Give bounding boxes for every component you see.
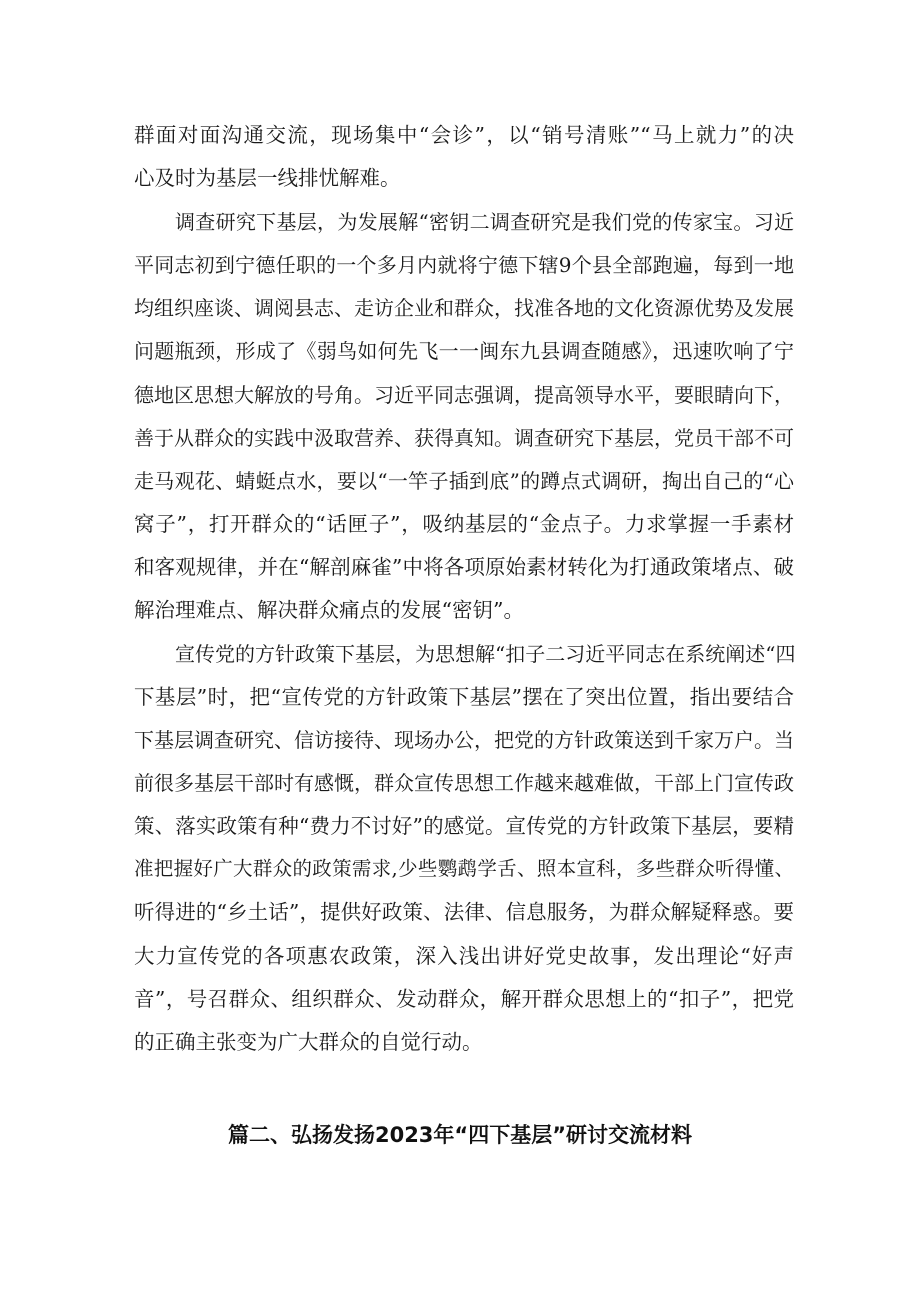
paragraph-3-line-7: 听得进的“乡土话”，提供好政策、法律、信息服务，为群众解疑释惑。要 xyxy=(134,900,794,924)
paragraph-2-line-3: 均组织座谈、调阅县志、走访企业和群众，找准各地的文化资源优势及发展 xyxy=(134,296,794,320)
paragraph-2-line-8: 窝子”，打开群众的“话匣子”，吸纳基层的“金点子。力求掌握一手素材 xyxy=(134,512,794,536)
paragraph-2-line-5: 德地区思想大解放的号角。习近平同志强调，提高领导水平，要眼睛向下， xyxy=(134,383,794,407)
paragraph-2-line-7: 走马观花、蜻蜓点水，要以“一竿子插到底”的蹲点式调研，掏出自己的“心 xyxy=(134,469,794,493)
paragraph-3-line-6: 准把握好广大群众的政策需求,少些鹦鹉学舌、照本宣科，多些群众听得懂、 xyxy=(134,857,794,880)
paragraph-2-line-9: 和客观规律，并在“解剖麻雀”中将各项原始素材转化为打通政策堵点、破 xyxy=(134,555,794,579)
paragraph-1-line-1: 群面对面沟通交流，现场集中“会诊”，以“销号清账”“马上就力”的决 xyxy=(134,123,794,147)
section-heading: 篇二、弘扬发扬2023年“四下基层”研讨交流材料 xyxy=(227,1123,693,1147)
paragraph-3-line-8: 大力宣传党的各项惠农政策，深入浅出讲好党史故事，发出理论“好声 xyxy=(134,944,794,968)
paragraph-3-line-2: 下基层”时，把“宣传党的方针政策下基层”摆在了突出位置，指出要结合 xyxy=(134,685,794,709)
paragraph-2-line-6: 善于从群众的实践中汲取营养、获得真知。调查研究下基层，党员干部不可 xyxy=(134,426,794,450)
paragraph-1-line-2: 心及时为基层一线排忧解难。 xyxy=(134,166,401,190)
paragraph-3-line-3: 下基层调查研究、信访接待、现场办公，把党的方针政策送到千家万户。当 xyxy=(134,728,794,752)
paragraph-3-line-10: 的正确主张变为广大群众的自觉行动。 xyxy=(134,1030,483,1054)
paragraph-3-line-9: 音”，号召群众、组织群众、发动群众，解开群众思想上的“扣子”，把党 xyxy=(134,987,794,1011)
paragraph-3-line-5: 策、落实政策有种“费力不讨好”的感觉。宣传党的方针政策下基层，要精 xyxy=(134,814,794,838)
paragraph-2-line-2: 平同志初到宁德任职的一个多月内就将宁德下辖9个县全部跑遍，每到一地 xyxy=(134,253,794,277)
paragraph-2-line-10: 解治理难点、解决群众痛点的发展“密钥”。 xyxy=(134,598,524,622)
paragraph-2-line-1: 调查研究下基层，为发展解“密钥二调查研究是我们党的传家宝。习近 xyxy=(175,210,794,234)
paragraph-3-line-4: 前很多基层干部时有感慨，群众宣传思想工作越来越难做，干部上门宣传政 xyxy=(134,771,794,795)
paragraph-3-line-1: 宣传党的方针政策下基层，为思想解“扣子二习近平同志在系统阐述“四 xyxy=(175,642,796,666)
paragraph-2-line-4: 问题瓶颈，形成了《弱鸟如何先飞一一闽东九县调查随感》，迅速吹响了宁 xyxy=(134,339,794,363)
